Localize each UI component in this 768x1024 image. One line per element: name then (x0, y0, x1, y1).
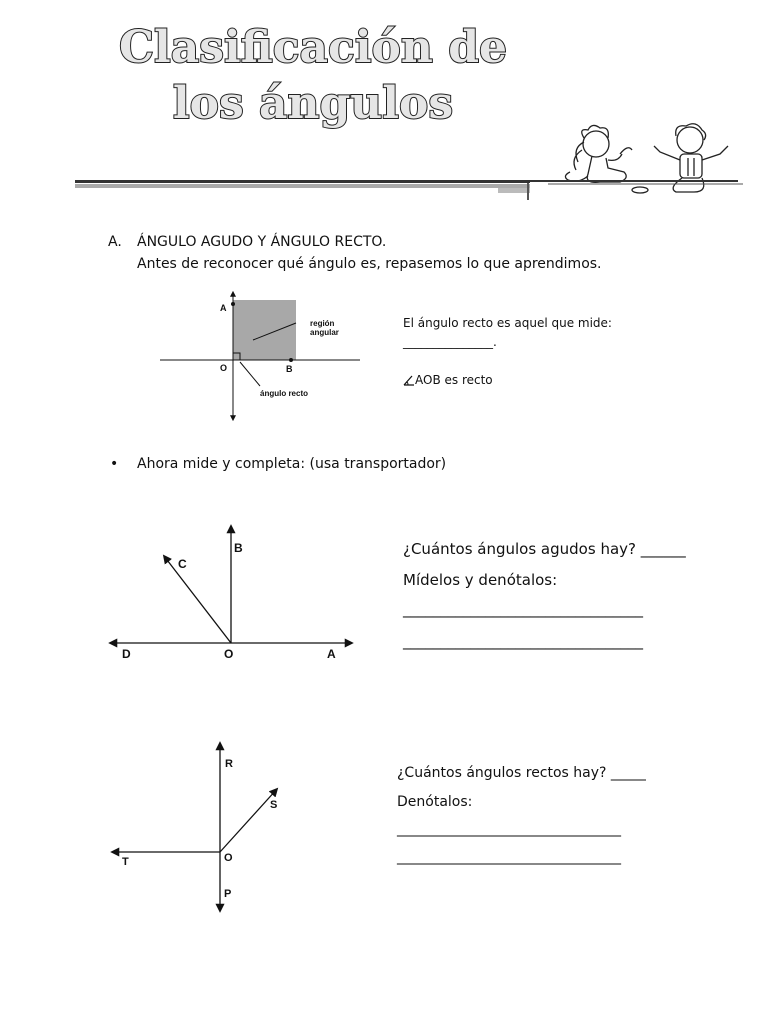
label-p: P (224, 888, 232, 900)
child-right-head (677, 127, 703, 153)
question-right: ¿Cuántos ángulos rectos hay? _____ (397, 765, 646, 781)
kids-illustration (548, 118, 743, 200)
label-o: O (220, 363, 228, 373)
page-title (0, 0, 768, 135)
header-rule-gray (75, 184, 530, 188)
label-t: T (122, 856, 129, 868)
prompt-measure: Mídelos y denótalos: (403, 571, 558, 589)
label-a: A (327, 647, 336, 661)
label-a: A (220, 303, 227, 313)
definition-blank: _______________. (403, 335, 497, 349)
label-r: R (225, 758, 233, 770)
title-line-2: los ángulos (172, 78, 454, 129)
acute-angles-figure (100, 520, 370, 670)
label-d: D (122, 647, 131, 661)
header-rule-right (530, 180, 738, 182)
answer-line-2[interactable]: ________________________________ (403, 632, 643, 650)
header-rule-dark (75, 180, 530, 183)
section-intro: Antes de reconocer qué ángulo es, repasemos lo que aprendimos. (137, 256, 602, 272)
prompt-denote: Denótalos: (397, 794, 473, 810)
label-o: O (224, 647, 234, 661)
question-acute: ¿Cuántos ángulos agudos hay? ______ (403, 540, 686, 558)
exercise-instruction: Ahora mide y completa: (usa transportador) (137, 456, 447, 472)
label-b: B (234, 541, 243, 555)
definition-text: El ángulo recto es aquel que mide: (403, 316, 612, 330)
child-left-head (583, 131, 609, 157)
bullet: • (110, 456, 119, 472)
header-rule-tick (527, 183, 529, 200)
title-line-1: Clasificación de (119, 22, 507, 73)
header-rule-block (498, 188, 530, 193)
aob-statement (403, 373, 493, 387)
label-b: B (286, 364, 293, 374)
section-letter: A. (108, 234, 122, 250)
answer-line-4[interactable]: ________________________________ (397, 849, 621, 865)
ray-os (220, 789, 277, 852)
angle-pointer (240, 362, 260, 386)
right-angle-label: ángulo recto (260, 389, 309, 398)
angular-region (233, 300, 296, 360)
label-c: C (178, 557, 187, 571)
answer-line-1[interactable]: ________________________________ (403, 600, 643, 618)
right-angle-figure (150, 290, 370, 425)
label-s: S (270, 799, 278, 811)
right-angles-figure (100, 735, 300, 920)
label-o: O (224, 852, 233, 864)
ray-oc (164, 556, 231, 643)
angle-icon (403, 374, 415, 386)
section-title: ÁNGULO AGUDO Y ÁNGULO RECTO. (137, 234, 387, 250)
region-label-2: angular (310, 328, 339, 337)
answer-line-3[interactable]: ________________________________ (397, 821, 621, 837)
aob-text: AOB es recto (415, 373, 493, 387)
region-label-1: región (310, 319, 335, 328)
